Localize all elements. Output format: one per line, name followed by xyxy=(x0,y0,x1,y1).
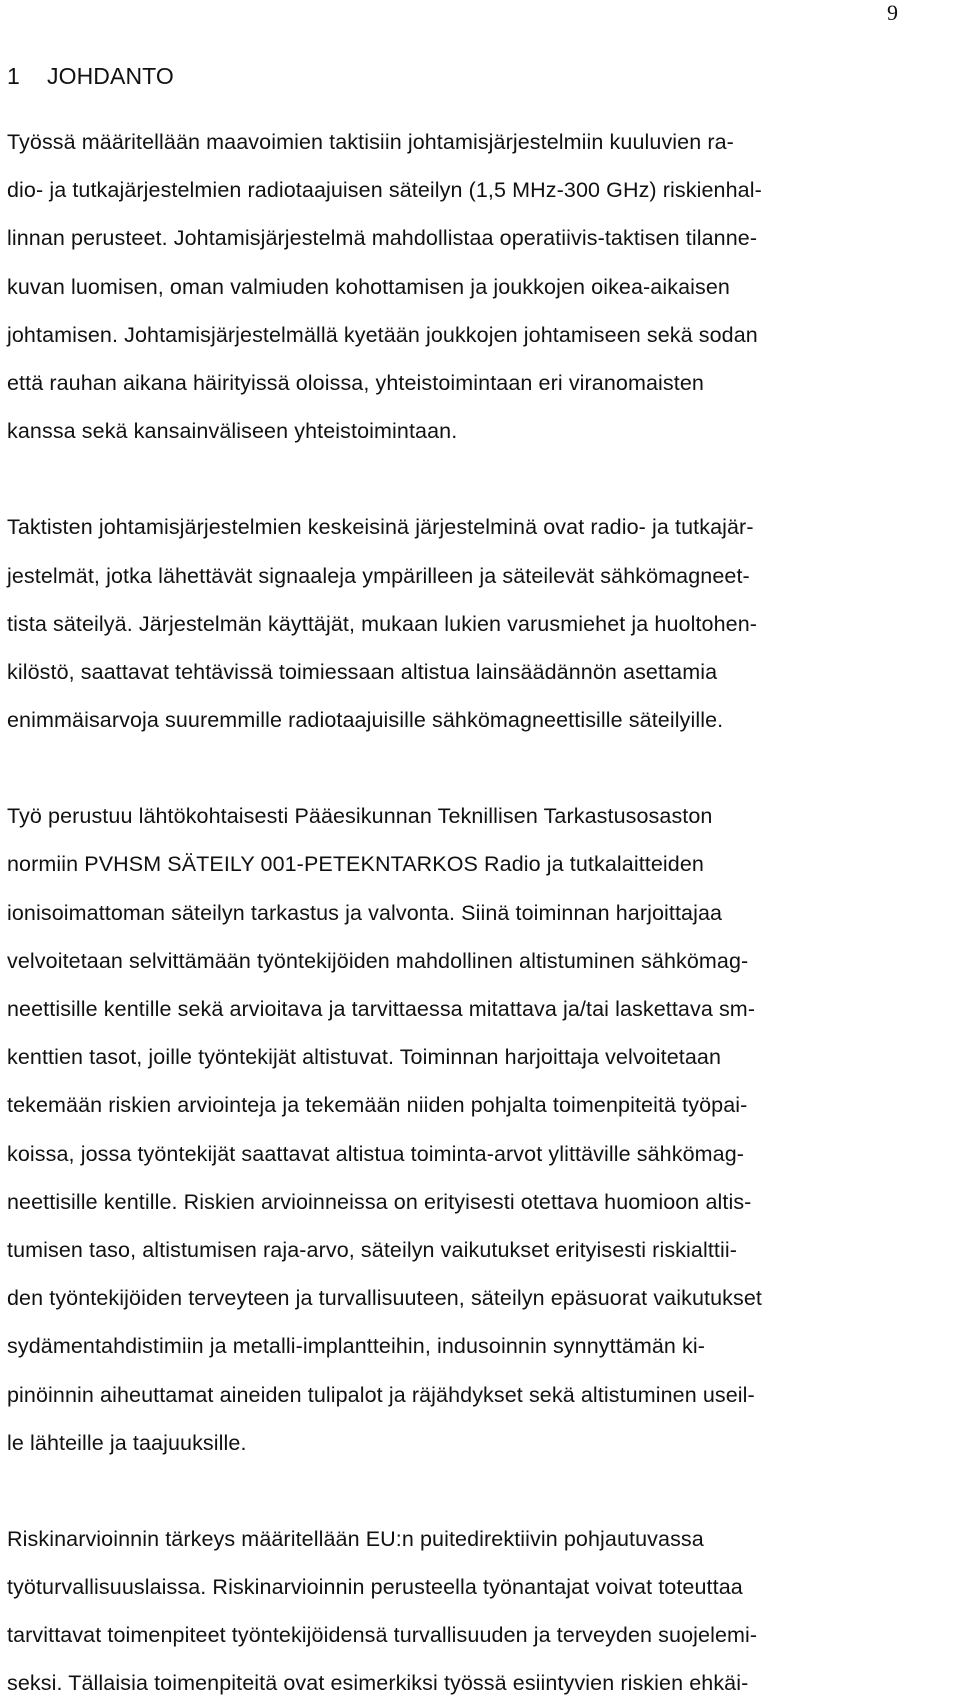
paragraph-gap xyxy=(7,744,932,792)
text-line: neettisille kentille. Riskien arvioinneissa on erityisesti otettava huomioon altis- xyxy=(7,1189,752,1214)
text-line: Taktisten johtamisjärjestelmien keskeisinä järjestelminä ovat radio- ja tutkajär- xyxy=(7,515,754,540)
text-line: että rauhan aikana häirityissä oloissa, yhteistoimintaan eri viranomaisten xyxy=(7,370,704,395)
text-line: velvoitetaan selvittämään työntekijöiden mahdollinen altistuminen sähkömag- xyxy=(7,948,749,973)
text-line: koissa, jossa työntekijät saattavat altistua toiminta-arvot ylittäville sähkömag- xyxy=(7,1141,745,1166)
text-line: linnan perusteet. Johtamisjärjestelmä mahdollistaa operatiivis-taktisen tilanne- xyxy=(7,226,758,251)
paragraph-gap xyxy=(7,455,932,503)
text-line: tumisen taso, altistumisen raja-arvo, säteilyn vaikutukset erityisesti riskialttii- xyxy=(7,1237,737,1262)
text-line: seksi. Tällaisia toimenpiteitä ovat esimerkiksi työssä esiintyvien riskien ehkäi- xyxy=(7,1671,749,1696)
text-line: kenttien tasot, joille työntekijät altistuvat. Toiminnan harjoittaja velvoitetaan xyxy=(7,1045,722,1070)
text-line: kilöstö, saattavat tehtävissä toimiessaan altistua lainsäädännön asettamia xyxy=(7,659,718,684)
text-line: kanssa sekä kansainväliseen yhteistoimintaan. xyxy=(7,419,458,444)
text-line: sydämentahdistimiin ja metalli-implantteihin, indusoinnin synnyttämän ki- xyxy=(7,1334,706,1359)
text-line: ionisoimattoman säteilyn tarkastus ja valvonta. Siinä toiminnan harjoittajaa xyxy=(7,900,723,925)
text-line: tista säteilyä. Järjestelmän käyttäjät, mukaan lukien varusmiehet ja huoltohen- xyxy=(7,611,758,636)
page-number: 9 xyxy=(887,0,898,25)
text-line: työturvallisuuslaissa. Riskinarvioinnin perusteella työnantajat voivat toteuttaa xyxy=(7,1575,743,1600)
text-line: le lähteille ja taajuuksille. xyxy=(7,1430,247,1455)
text-line: dio- ja tutkajärjestelmien radiotaajuisen säteilyn (1,5 MHz-300 GHz) riskienhal- xyxy=(7,178,762,203)
text-line: neettisille kentille sekä arvioitava ja tarvittaessa mitattava ja/tai laskettava sm- xyxy=(7,997,756,1021)
text-line: tekemään riskien arviointeja ja tekemään niiden pohjalta toimenpiteitä työpai- xyxy=(7,1093,748,1118)
text-line: Työssä määritellään maavoimien taktisiin johtamisjärjestelmiin kuuluvien ra- xyxy=(7,130,734,154)
text-line: den työntekijöiden terveyteen ja turvallisuuteen, säteilyn epäsuorat vaikutukset xyxy=(7,1286,762,1311)
text-line: Riskinarvioinnin tärkeys määritellään EU:n puitedirektiivin pohjautuvassa xyxy=(7,1526,704,1551)
paragraph-3 xyxy=(7,792,932,1467)
paragraph-4 xyxy=(7,1515,932,1708)
text-line: Työ perustuu lähtökohtaisesti Pääesikunnan Teknillisen Tarkastusosaston xyxy=(7,804,713,829)
text-line: kuvan luomisen, oman valmiuden kohottamisen ja joukkojen oikea-aikaisen xyxy=(7,274,730,299)
text-line: enimmäisarvoja suuremmille radiotaajuisille sähkömagneettisille säteilyille. xyxy=(7,708,724,733)
text-line: tarvittavat toimenpiteet työntekijöidensä turvallisuuden ja terveyden suojelemi- xyxy=(7,1623,758,1648)
paragraph-gap xyxy=(7,1467,932,1515)
text-line: normiin PVHSM SÄTEILY 001-PETEKNTARKOS Radio ja tutkalaitteiden xyxy=(7,852,704,877)
section-number: 1 xyxy=(7,63,20,89)
text-line: johtamisen. Johtamisjärjestelmällä kyetään joukkojen johtamiseen sekä sodan xyxy=(7,322,758,347)
paragraph-1 xyxy=(7,118,932,455)
paragraph-2 xyxy=(7,503,932,744)
section-heading xyxy=(7,52,932,100)
section-title: JOHDANTO xyxy=(47,63,174,89)
text-line: jestelmät, jotka lähettävät signaaleja ympärilleen ja säteilevät sähkömagneet- xyxy=(7,563,750,588)
text-line: pinöinnin aiheuttamat aineiden tulipalot ja räjähdykset sekä altistuminen useil- xyxy=(7,1382,755,1407)
page-content xyxy=(7,52,932,1708)
